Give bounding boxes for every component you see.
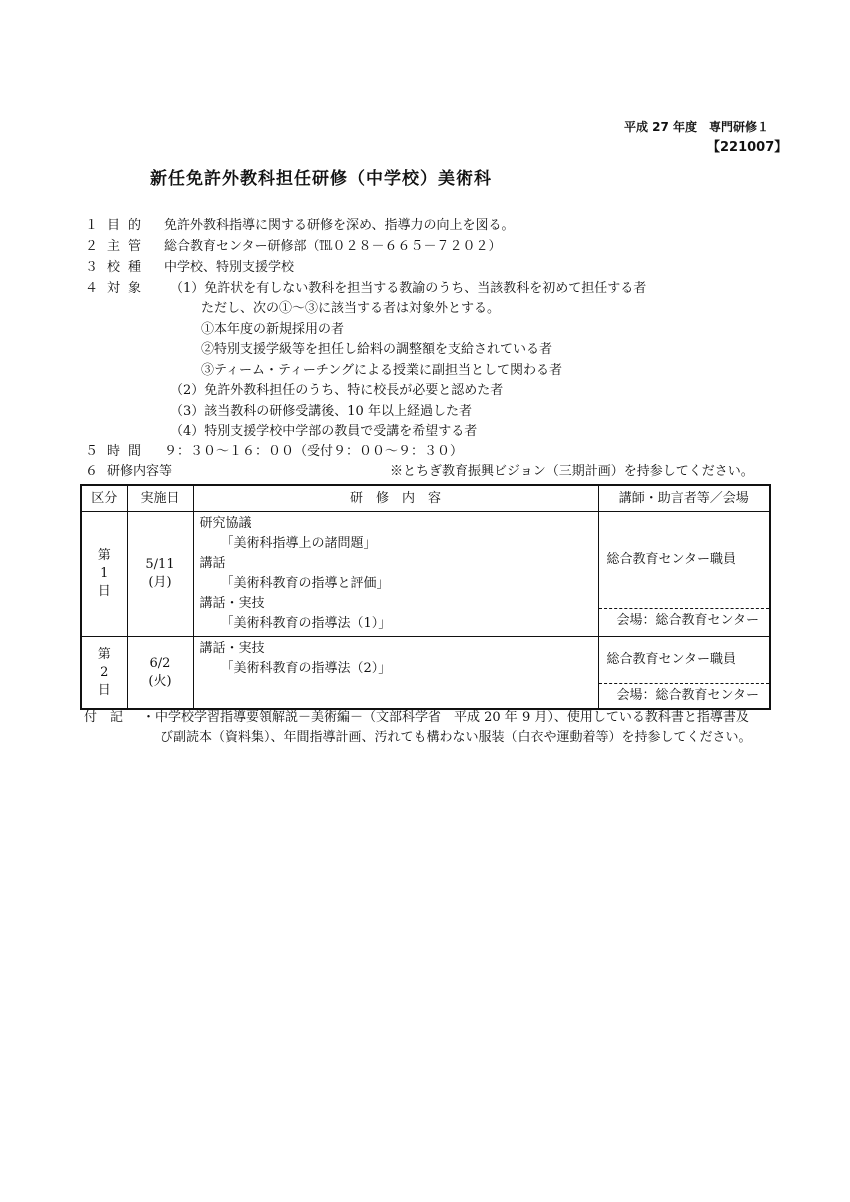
lecturer-cell: [598, 637, 770, 710]
item-label: 目的: [107, 218, 150, 233]
target-4: （4）特別支援学校中学部の教員で受講を希望する者: [170, 424, 478, 439]
content-cell: [193, 637, 598, 710]
col-header-lecturer: 講師・助言者等／会場: [598, 485, 770, 512]
item-target: [0, 279, 850, 299]
content-cell: [193, 512, 598, 637]
date: 5/11: [145, 557, 175, 572]
program-code-line: 平成 27 年度 専門研修１: [624, 120, 770, 134]
schedule-table: [80, 484, 771, 710]
content-line: 講話・実技: [199, 596, 265, 611]
lecturer-cell: [598, 512, 770, 637]
item-text: 中学校、特別支援学校: [164, 260, 295, 275]
page-title: 新任免許外教科担任研修（中学校）美術科: [150, 169, 492, 189]
venue: 会場：総合教育センター: [599, 683, 770, 708]
item-text: 総合教育センター研修部（℡０２８－６６５－７２０２）: [164, 239, 502, 254]
day-char: 第: [97, 548, 111, 563]
content-line: 講話: [199, 556, 226, 571]
date-cell: [127, 512, 193, 637]
item-label: 研修内容等: [107, 464, 173, 479]
day-label: [81, 512, 127, 637]
item-number: １: [85, 218, 99, 233]
day-char: 日: [97, 682, 111, 698]
day-number: 2: [100, 664, 109, 680]
target-exception-2: ②特別支援学級等を担任し給料の調整額を支給されている者: [201, 342, 553, 357]
col-header-content: 研 修 内 容: [193, 485, 598, 512]
item-contents: [0, 462, 850, 482]
date: 6/2: [149, 655, 171, 671]
item-text: （1）免許状を有しない教科を担当する教諭のうち、当該教科を初めて担任する者: [170, 281, 647, 296]
bring-note: ※とちぎ教育振興ビジョン（三期計画）を持参してください。: [390, 464, 754, 479]
lecturer: 総合教育センター職員: [606, 652, 736, 667]
footnote-line-1: ・中学校学習指導要領解説－美術編－（文部科学省 平成 20 年 9 月）、使用している教科書と指導書及: [142, 710, 749, 725]
item-text: 免許外教科指導に関する研修を深め、指導力の向上を図る。: [164, 218, 515, 233]
weekday: (火): [148, 673, 172, 689]
item-label: 校種: [107, 260, 150, 275]
target-2: （2）免許外教科担任のうち、特に校長が必要と認めた者: [170, 383, 504, 398]
item-label: 対象: [107, 281, 150, 296]
program-code: 【221007】: [707, 140, 788, 155]
table-header-row: [81, 485, 770, 512]
target-3: （3）該当教科の研修受講後、10 年以上経過した者: [170, 404, 472, 419]
table-row: [81, 637, 770, 710]
item-number: ６: [85, 464, 99, 479]
col-header-section: 区分: [81, 485, 127, 512]
item-number: ５: [85, 444, 99, 459]
day-char: 日: [97, 584, 111, 599]
target-exception-1: ①本年度の新規採用の者: [201, 322, 345, 337]
item-number: ２: [85, 239, 99, 254]
item-organizer: [0, 237, 850, 257]
date-cell: [127, 637, 193, 710]
item-text: ９：３０～１６：００（受付９：００～９：３０）: [164, 444, 464, 459]
table-row: [81, 512, 770, 637]
item-time: [0, 442, 850, 462]
col-header-date: 実施日: [127, 485, 193, 512]
item-label: 主管: [107, 239, 150, 254]
target-exception-3: ③ティーム・ティーチングによる授業に副担当として関わる者: [201, 363, 563, 378]
day-char: 第: [97, 646, 111, 662]
footnote-label: 付 記: [84, 710, 124, 725]
target-exception: ただし、次の①～③に該当する者は対象外とする。: [201, 301, 501, 316]
content-line: 講話・実技: [199, 641, 265, 656]
day-label: [81, 637, 127, 710]
content-line: 「美術科教育の指導と評価」: [220, 576, 390, 591]
item-label: 時間: [107, 444, 150, 459]
lecturer: 総合教育センター職員: [606, 552, 736, 567]
venue: 会場：総合教育センター: [599, 608, 770, 633]
content-line: 研究協議: [199, 516, 252, 531]
weekday: (月): [148, 575, 172, 590]
footnote-line-2: び副読本（資料集）、年間指導計画、汚れても構わない服装（白衣や運動着等）を持参してください。: [160, 730, 752, 745]
day-number: 1: [100, 566, 109, 581]
content-line: 「美術科指導上の諸問題」: [220, 536, 377, 551]
item-number: ３: [85, 260, 99, 275]
item-purpose: [0, 216, 850, 236]
content-line: 「美術科教育の指導法（1）」: [220, 616, 392, 631]
content-line: 「美術科教育の指導法（2）」: [220, 661, 392, 676]
item-school-type: [0, 258, 850, 278]
item-number: ４: [85, 281, 99, 296]
